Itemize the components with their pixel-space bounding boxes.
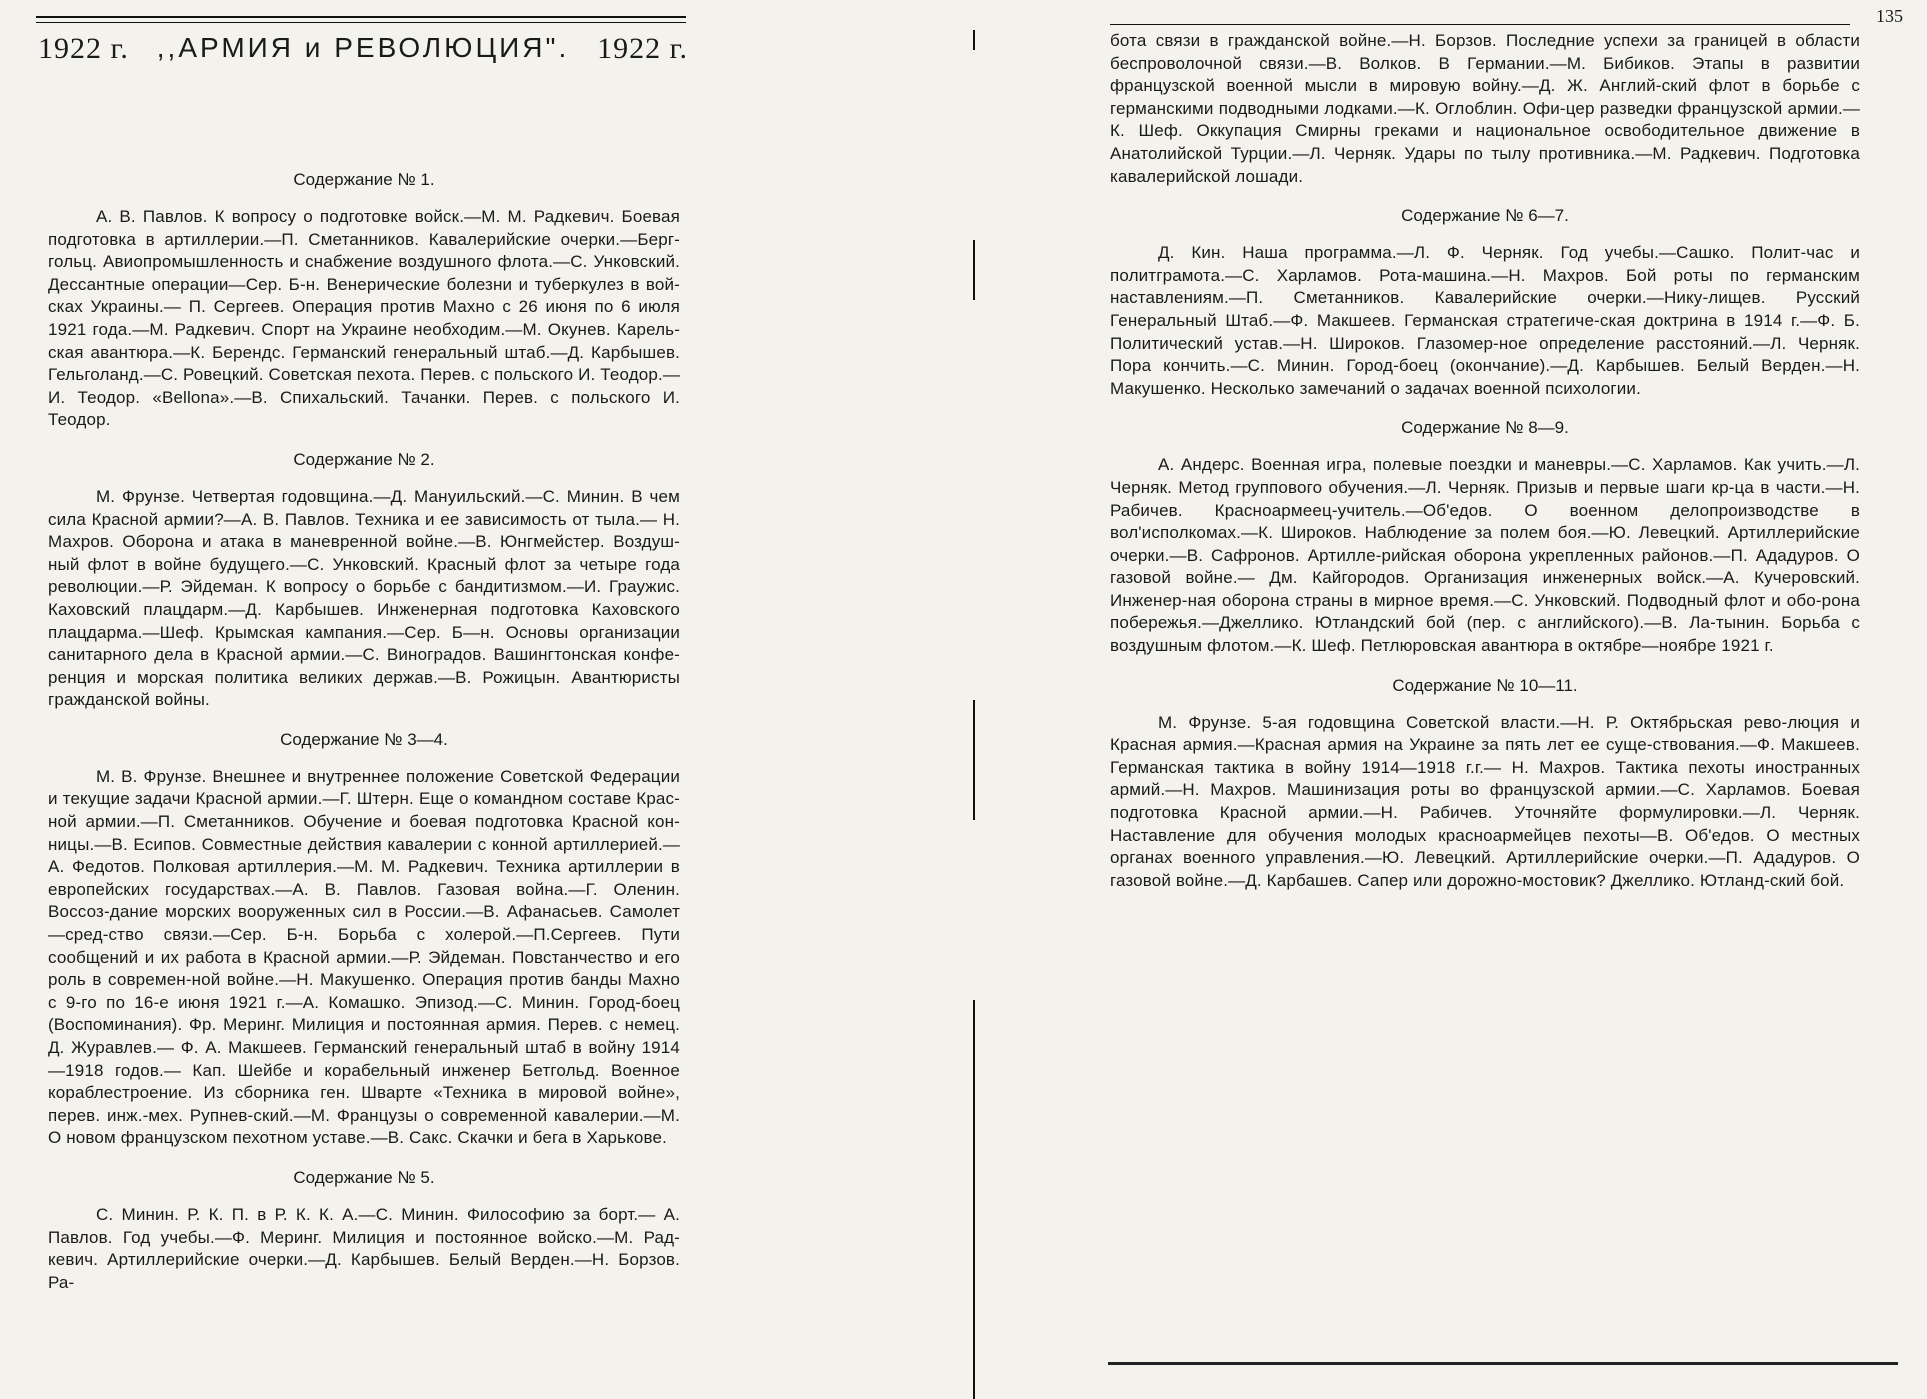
section-body: А. Андерс. Военная игра, полевые поездки и маневры.—С. Харламов. Как учить.—Л. Черняк. Метод группового обучения.—Л. Черняк. Призыв и первые шаги кр-ца в части.—Н. Рабичев. Красноармеец-учитель.—Об'едов. О военном делопроизводстве в вол'исполкомах.—К. Широков. Наблюдение за полем боя.—Ю. Левецкий. Артиллерийские очерки.—В. Сафронов. Артилле-рийская оборона укрепленных районов.—П. Ададуров. О газовой войне.— Дм. Кайгородов. Организация инженерных войск.—А. Кучеровский. Инженер-ная оборона страны в мирное время.—С. Унковский. Подводный флот и обо-рона побережья.—Джеллико. Ютландский бой (пер. с английского).—В. Ла-тынин. Борьба с воздушным флотом.—К. Шеф. Петлюровская авантюра в октябре—ноябре 1921 г.	[1110, 455, 1860, 656]
contents-section-1	[48, 170, 680, 432]
section-title: Содержание № 5.	[293, 1167, 435, 1187]
section-body: Д. Кин. Наша программа.—Л. Ф. Черняк. Год учебы.—Сашко. Полит-час и политграмота.—С. Харламов. Рота-машина.—Н. Махров. Бой роты по германским наставлениям.—П. Сметанников. Кавалерийские очерки.—Нику-лищев. Русский Генеральный Штаб.—Ф. Макшеев. Германская стратегиче-ская доктрина в 1914 г.—Ф. Б. Политический устав.—Н. Широков. Глазомер-ное определение расстояний.—Л. Черняк. Пора кончить.—С. Минин. Город-боец (окончание).—Д. Карбышев. Белый Верден.—Н. Макушенко. Несколько замечаний о задачах военной психологии.	[1110, 243, 1860, 398]
section-title: Содержание № 2.	[293, 449, 435, 469]
section-body: М. В. Фрунзе. Внешнее и внутреннее положение Советской Федерации и текущие задачи Красной армии.—Г. Штерн. Еще о командном составе Крас-ной армии.—П. Сметанников. Обучение и боевая подготовка Красной кон-ницы.—В. Есипов. Совместные действия кавалерии с конной артиллерией.— А. Федотов. Полковая артиллерия.—М. М. Радкевич. Техника артиллерии в европейских государствах.—А. В. Павлов. Газовая война.—Г. Оленин. Воссоз-дание морских вооруженных сил в России.—В. Афанасьев. Самолет—сред-ство связи.—Сер. Б-н. Борьба с холерой.—П.Сергеев. Пути сообщений и их работа в Красной армии.—Р. Эйдеман. Повстанчество и его роль в современ-ной войне.—Н. Макушенко. Операция против банды Махно с 9-го по 16-е июня 1921 г.—А. Комашко. Эпизод.—С. Минин. Город-боец (Воспоминания). Фр. Меринг. Милиция и постоянная армия. Перев. с немец. Д. Журавлев.— Ф. А. Макшеев. Германский генеральный штаб в войну 1914—1918 годов.— Кап. Шейбе и корабельный инженер Бетгольд. Военное кораблестроение. Из сборника ген. Шварте «Техника в мировой войне», перев. инж.-мех. Рупнев-ский.—М. Французы о современной кавалерии.—М. О новом французском пехотном уставе.—В. Сакс. Скачки и бега в Харькове.	[48, 766, 680, 1148]
bottom-rule	[1108, 1362, 1898, 1365]
section-body: М. Фрунзе. Четвертая годовщина.—Д. Мануильский.—С. Минин. В чем сила Красной армии?—А. В. Павлов. Техника и ее зависимость от тыла.— Н. Махров. Оборона и атака в маневренной войне.—В. Юнгмейстер. Воздуш-ный флот в войне будущего.—С. Унковский. Красный флот за четыре года революции.—Р. Эйдеман. К вопросу о борьбе с бандитизмом.—И. Граужис. Каховский плацдарм.—Д. Карбышев. Инженерная подготовка Каховского плацдарма.—Шеф. Крымская кампания.—Сер. Б—н. Основы организации санитарного дела в Красной армии.—С. Виноградов. Вашингтонская конфе-ренция и морская политика великих держав.—В. Рожицын. Авантюристы гражданской войны.	[48, 486, 680, 710]
contents-section-2	[48, 450, 680, 712]
header-rule-top	[36, 16, 686, 18]
section-body: С. Минин. Р. К. П. в Р. К. К. А.—С. Минин. Философию за борт.— А. Павлов. Год учебы.—Ф. Меринг. Милиция и постоянное войско.—М. Рад-кевич. Артиллерийские очерки.—Д. Карбышев. Белый Верден.—Н. Борзов. Ра-	[48, 1204, 680, 1292]
section-body: А. В. Павлов. К вопросу о подготовке войск.—М. М. Радкевич. Боевая подготовка в артиллерии.—П. Сметанников. Кавалерийские очерки.—Берг-гольц. Авиопромышленность и снабжение воздушного флота.—С. Унковский. Дессантные операции—Сер. Б-н. Венерические болезни и туберкулез в вой-сках Украины.— П. Сергеев. Операция против Махно с 26 июня по 6 июля 1921 года.—М. Радкевич. Спорт на Украине необходим.—М. Окунев. Карель-ская авантюра.—К. Берендс. Германский генеральный штаб.—Д. Карбышев. Гельголанд.—С. Ровецкий. Советская пехота. Перев. с польского И. Теодор.— И. Теодор. «Bellona».—В. Спихальский. Тачанки. Перев. с польского И. Теодор.	[48, 207, 680, 430]
journal-title: ,,АРМИЯ и РЕВОЛЮЦИЯ".	[156, 32, 570, 63]
left-column	[48, 170, 680, 1312]
section-title: Содержание № 1.	[293, 170, 435, 189]
header-rule-top-thin	[36, 22, 686, 23]
journal-header	[38, 32, 688, 66]
right-column	[1110, 30, 1860, 910]
header-rule-top	[1110, 24, 1850, 25]
header-year-right: 1922 г.	[597, 32, 688, 65]
left-page	[0, 0, 960, 1399]
contents-section-6-7	[1110, 206, 1860, 400]
section-title: Содержание № 6—7.	[1401, 206, 1569, 226]
section-body: М. Фрунзе. 5-ая годовщина Советской власти.—Н. Р. Октябрьская рево-люция и Красная армия.—Красная армия на Украине за пять лет ее суще-ствования.—Ф. Макшеев. Германская тактика в войну 1914—1918 г.г.— Н. Махров. Тактика пехоты иностранных армий.—Н. Махров. Машинизация роты во французской армии.—С. Харламов. Боевая подготовка Красной армии.—Н. Рабичев. Уточняйте формулировки.—Л. Черняк. Наставление для обучения молодых красноармейцев пехоты—В. Об'едов. О местных органах военного управления.—Ю. Левецкий. Артиллерийские очерки.—П. Ададуров. О газовой войне.—Д. Карбашев. Сапер или дорожно-мостовик? Джеллико. Ютланд-ский бой.	[1110, 712, 1860, 890]
header-year-left: 1922 г.	[38, 32, 129, 65]
contents-section-10-11	[1110, 676, 1860, 893]
section-title: Содержание № 8—9.	[1401, 418, 1569, 438]
contents-section-5	[48, 1168, 680, 1294]
contents-section-8-9	[1110, 418, 1860, 657]
right-page	[960, 0, 1927, 1399]
page-number: 135	[1876, 6, 1903, 26]
contents-section-3-4	[48, 730, 680, 1150]
continuation-text: бота связи в гражданской войне.—Н. Борзов. Последние успехи за границей в области беспроволочной связи.—В. Волков. В Германии.—М. Бибиков. Этапы в развитии французской военной мысли в мировую войну.—Д. Ж. Англий-ский флот в борьбе с германскими подводными лодками.—К. Оглоблин. Офи-цер разведки французской армии.—К. Шеф. Оккупация Смирны греками и национальное освободительное движение в Анатолийской Турции.—Л. Черняк. Удары по тылу противника.—М. Радкевич. Подготовка кавалерийской лошади.	[1110, 31, 1860, 186]
section-title: Содержание № 10—11.	[1392, 675, 1578, 695]
section-title: Содержание № 3—4.	[280, 729, 448, 749]
